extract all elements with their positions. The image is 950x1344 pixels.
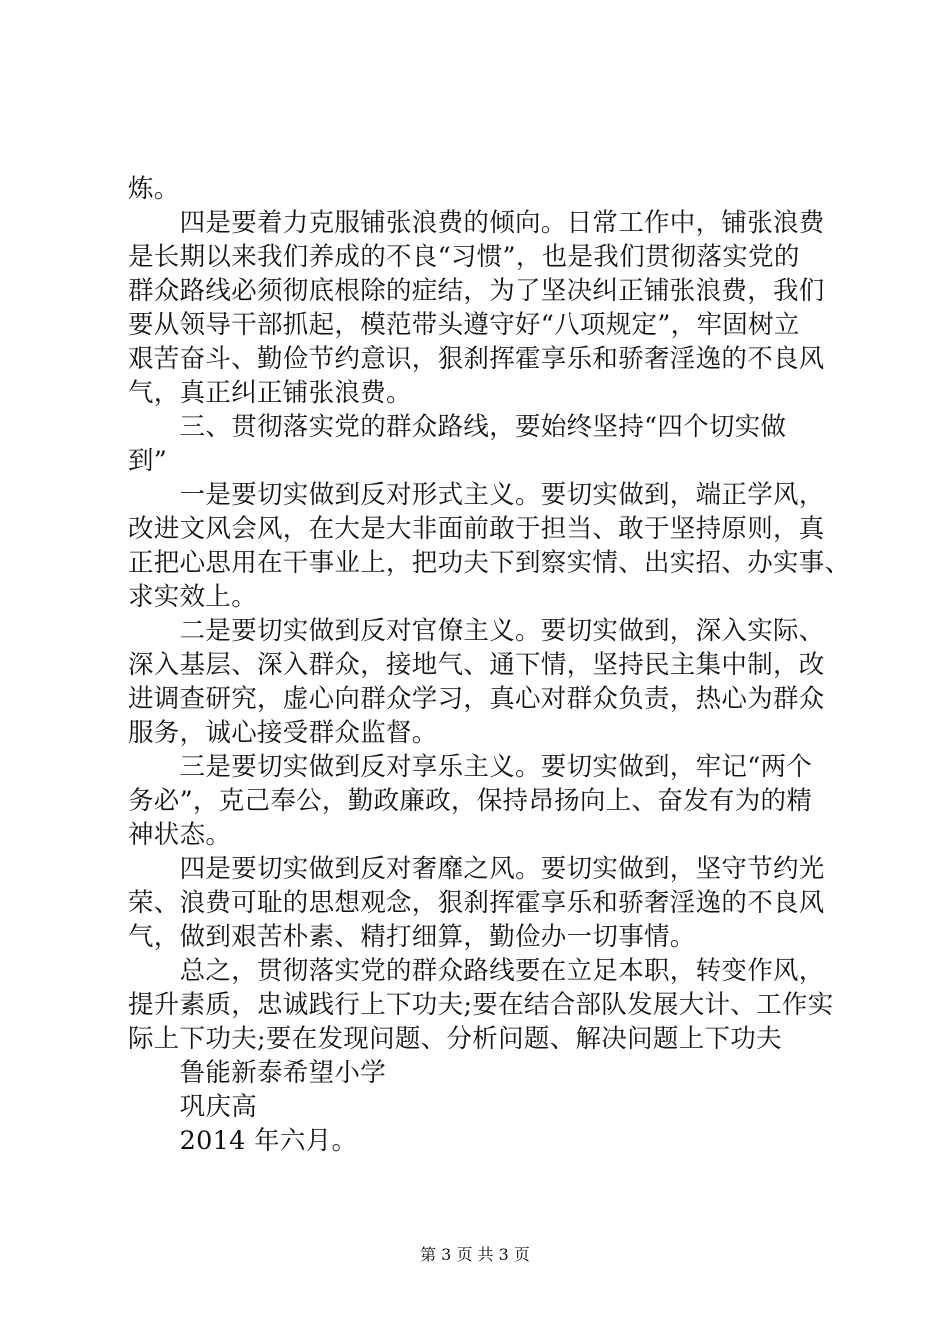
- text-line: 要从领导干部抓起，模范带头遵守好“八项规定”，牢固树立: [128, 310, 800, 340]
- signature-date: 2014 年六月。: [128, 1126, 358, 1156]
- text-line: 提升素质，忠诚践行上下功夫;要在结合部队发展大计、工作实: [128, 990, 834, 1020]
- text-line: 际上下功夫;要在发现问题、分析问题、解决问题上下功夫: [128, 1024, 782, 1054]
- text-line: 气，真正纠正铺张浪费。: [128, 378, 412, 408]
- text-line: 炼。: [128, 174, 180, 204]
- page-number-footer: 第 3 页 共 3 页: [420, 1245, 530, 1264]
- text-line: 四是要切实做到反对奢靡之风。要切实做到，坚守节约光: [128, 854, 825, 884]
- text-line: 深入基层、深入群众，接地气、通下情，坚持民主集中制，改: [128, 650, 825, 680]
- text-line: 服务，诚心接受群众监督。: [128, 718, 438, 748]
- text-line: 求实效上。: [128, 582, 258, 612]
- text-line: 荣、浪费可耻的思想观念，狠刹挥霍享乐和骄奢淫逸的不良风: [128, 888, 825, 918]
- text-line: 神状态。: [128, 820, 232, 850]
- text-line: 四是要着力克服铺张浪费的倾向。日常工作中，铺张浪费: [128, 208, 825, 238]
- text-line: 总之，贯彻落实党的群众路线要在立足本职，转变作风，: [128, 956, 825, 986]
- text-line: 气，做到艰苦朴素、精打细算，勤俭办一切事情。: [128, 922, 696, 952]
- text-line: 务必”，克己奉公，勤政廉政，保持昂扬向上、奋发有为的精: [128, 786, 813, 816]
- signature-author: 巩庆高: [128, 1092, 258, 1122]
- text-line: 改进文风会风，在大是大非面前敢于担当、敢于坚持原则，真: [128, 514, 825, 544]
- text-line: 正把心思用在干事业上，把功夫下到察实情、出实招、办实事、: [128, 548, 851, 578]
- text-line: 是长期以来我们养成的不良“习惯”，也是我们贯彻落实党的: [128, 242, 800, 272]
- text-line: 进调查研究，虚心向群众学习，真心对群众负责，热心为群众: [128, 684, 825, 714]
- text-line: 三是要切实做到反对享乐主义。要切实做到，牢记“两个: [128, 752, 813, 782]
- text-line: 二是要切实做到反对官僚主义。要切实做到，深入实际、: [128, 616, 825, 646]
- text-line: 一是要切实做到反对形式主义。要切实做到，端正学风，: [128, 480, 825, 510]
- section-heading: 三、贯彻落实党的群众路线，要始终坚持“四个切实做: [128, 412, 787, 442]
- section-heading: 到”: [128, 446, 168, 476]
- signature-organization: 鲁能新泰希望小学: [128, 1058, 387, 1088]
- text-line: 群众路线必须彻底根除的症结，为了坚决纠正铺张浪费，我们: [128, 276, 825, 306]
- text-line: 艰苦奋斗、勤俭节约意识，狠刹挥霍享乐和骄奢淫逸的不良风: [128, 344, 825, 374]
